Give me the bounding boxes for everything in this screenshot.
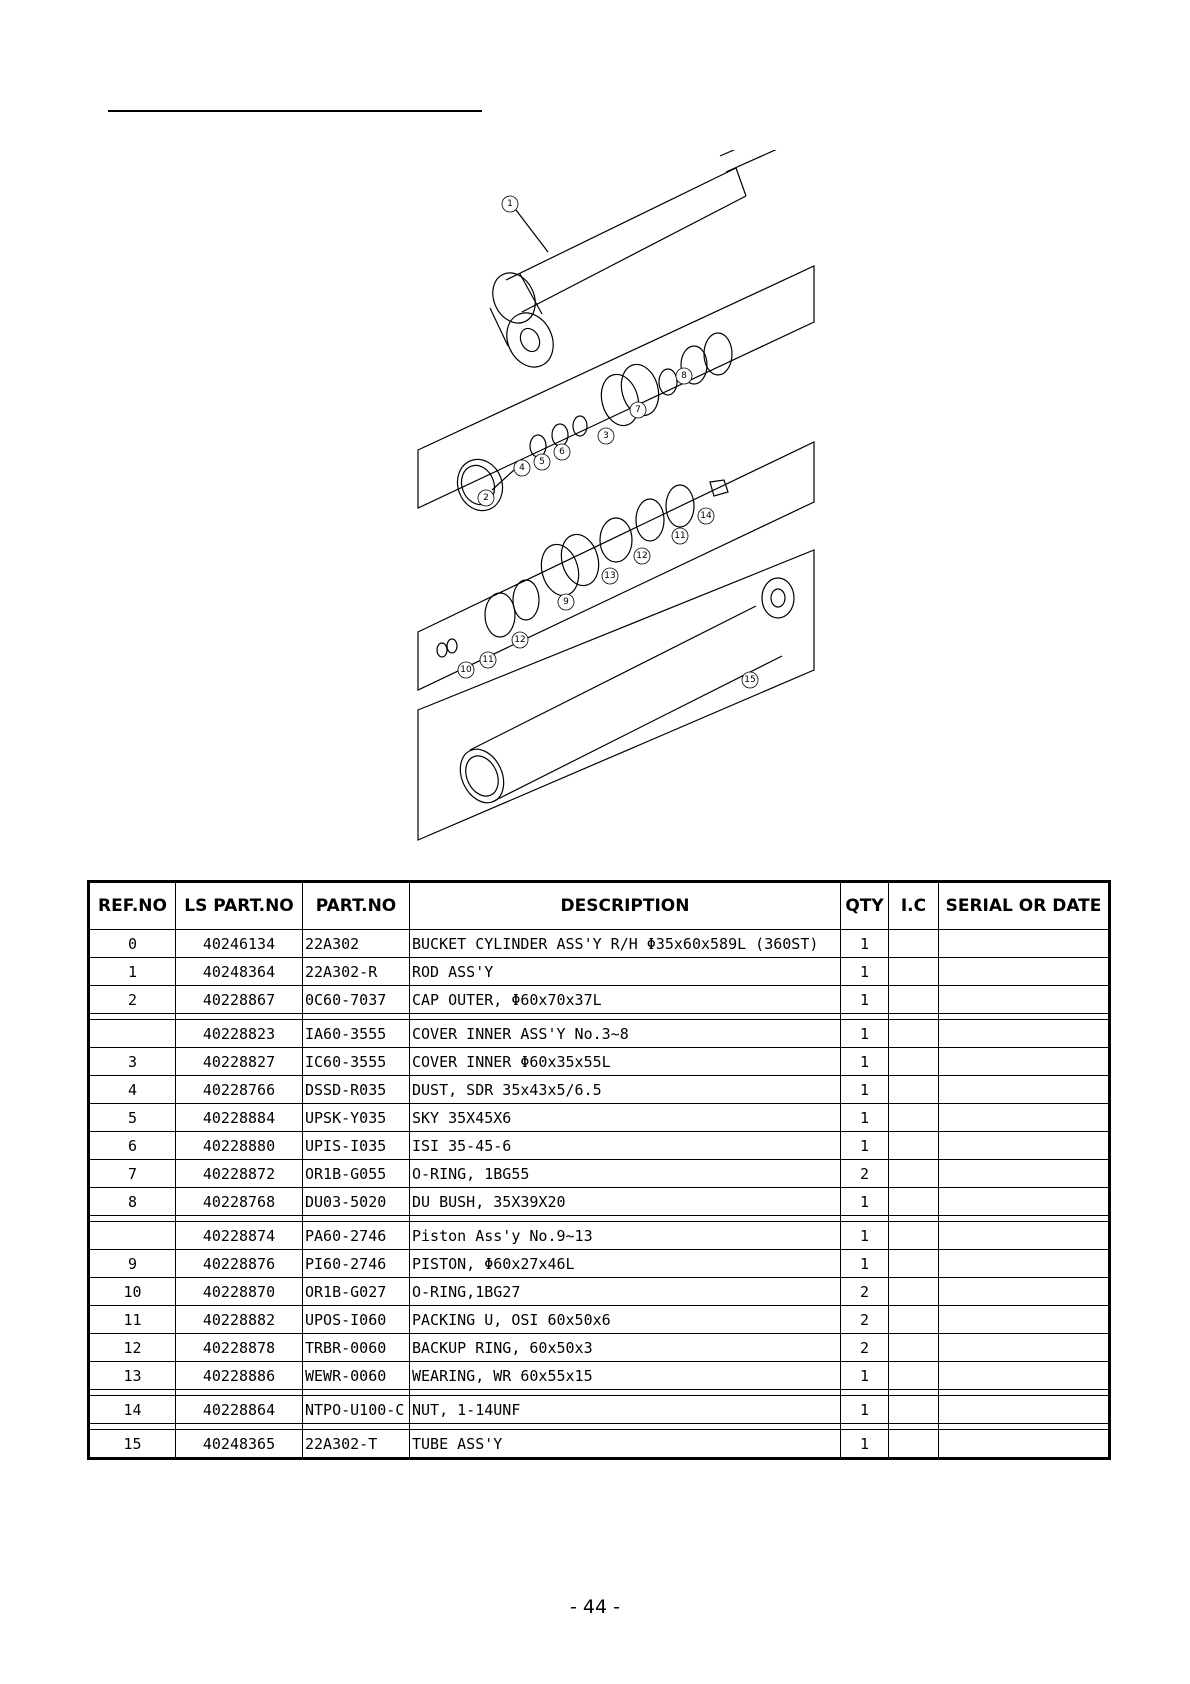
cell-ls-part: 40228886 xyxy=(176,1362,303,1390)
cell-desc: WEARING, WR 60x55x15 xyxy=(410,1362,841,1390)
cell-desc: BUCKET CYLINDER ASS'Y R/H Φ35x60x589L (360ST) xyxy=(410,930,841,958)
callout-label: 11 xyxy=(482,655,494,665)
cell-qty: 1 xyxy=(841,1222,889,1250)
cell-serial xyxy=(939,1076,1110,1104)
table-row xyxy=(89,1076,1110,1104)
table-row xyxy=(89,1020,1110,1048)
cell-ic xyxy=(889,930,939,958)
cell-desc: O-RING, 1BG55 xyxy=(410,1160,841,1188)
cell-ic xyxy=(889,986,939,1014)
cell-qty: 1 xyxy=(841,1076,889,1104)
cell-part: 0C60-7037 xyxy=(303,986,410,1014)
cell-ls-part: 40228880 xyxy=(176,1132,303,1160)
cell-qty: 1 xyxy=(841,986,889,1014)
cell-ic xyxy=(889,1160,939,1188)
header-description: DESCRIPTION xyxy=(410,882,841,930)
cell-ref xyxy=(89,1222,176,1250)
cell-serial xyxy=(939,986,1110,1014)
page-number: - 44 - xyxy=(570,1596,620,1618)
cell-desc: O-RING,1BG27 xyxy=(410,1278,841,1306)
cell-ref: 14 xyxy=(89,1396,176,1424)
table-row xyxy=(89,958,1110,986)
cell-qty: 1 xyxy=(841,1396,889,1424)
cell-ic xyxy=(889,1334,939,1362)
table-row xyxy=(89,1188,1110,1216)
cell-ls-part: 40228867 xyxy=(176,986,303,1014)
callout-label: 11 xyxy=(674,531,686,541)
header-ic: I.C xyxy=(889,882,939,930)
cell-ref: 3 xyxy=(89,1048,176,1076)
callout-label: 10 xyxy=(460,665,472,675)
callout-label: 5 xyxy=(539,457,545,467)
cell-desc: ISI 35-45-6 xyxy=(410,1132,841,1160)
cell-qty: 1 xyxy=(841,1048,889,1076)
cell-qty: 1 xyxy=(841,1188,889,1216)
cell-part: DU03-5020 xyxy=(303,1188,410,1216)
cell-ic xyxy=(889,1132,939,1160)
cell-ic xyxy=(889,1250,939,1278)
cell-serial xyxy=(939,1188,1110,1216)
cell-part: OR1B-G055 xyxy=(303,1160,410,1188)
cell-ref: 7 xyxy=(89,1160,176,1188)
callout-label: 12 xyxy=(636,551,648,561)
cell-ls-part: 40228882 xyxy=(176,1306,303,1334)
cell-ic xyxy=(889,1430,939,1459)
cell-ref: 4 xyxy=(89,1076,176,1104)
cell-ref: 6 xyxy=(89,1132,176,1160)
cell-serial xyxy=(939,1362,1110,1390)
cell-desc: Piston Ass'y No.9~13 xyxy=(410,1222,841,1250)
cell-qty: 2 xyxy=(841,1160,889,1188)
parts-list-table xyxy=(87,880,1111,1460)
cell-qty: 2 xyxy=(841,1334,889,1362)
cell-qty: 1 xyxy=(841,1362,889,1390)
tube-drawing xyxy=(452,578,794,810)
cell-part: 22A302-T xyxy=(303,1430,410,1459)
table-row xyxy=(89,1396,1110,1424)
cell-ic xyxy=(889,1396,939,1424)
callout-label: 1 xyxy=(507,199,513,209)
header-part-no: PART.NO xyxy=(303,882,410,930)
cell-serial xyxy=(939,1278,1110,1306)
cell-serial xyxy=(939,1306,1110,1334)
cell-desc: DU BUSH, 35X39X20 xyxy=(410,1188,841,1216)
callout-label: 3 xyxy=(603,431,609,441)
cell-desc: SKY 35X45X6 xyxy=(410,1104,841,1132)
cell-qty: 2 xyxy=(841,1278,889,1306)
cell-ref: 5 xyxy=(89,1104,176,1132)
cell-part: WEWR-0060 xyxy=(303,1362,410,1390)
cell-desc: ROD ASS'Y xyxy=(410,958,841,986)
cell-qty: 1 xyxy=(841,958,889,986)
cell-part: 22A302 xyxy=(303,930,410,958)
table-row xyxy=(89,1222,1110,1250)
cell-desc: PISTON, Φ60x27x46L xyxy=(410,1250,841,1278)
cell-part: DSSD-R035 xyxy=(303,1076,410,1104)
cell-serial xyxy=(939,1334,1110,1362)
table-row xyxy=(89,1430,1110,1459)
cell-ref: 12 xyxy=(89,1334,176,1362)
cell-ref: 1 xyxy=(89,958,176,986)
cell-qty: 1 xyxy=(841,1104,889,1132)
rod-assembly-drawing xyxy=(485,150,802,375)
cell-ic xyxy=(889,1306,939,1334)
cell-serial xyxy=(939,1132,1110,1160)
table-row xyxy=(89,1250,1110,1278)
cell-serial xyxy=(939,1104,1110,1132)
cell-ref: 2 xyxy=(89,986,176,1014)
cell-desc: DUST, SDR 35x43x5/6.5 xyxy=(410,1076,841,1104)
cell-ic xyxy=(889,1362,939,1390)
cell-ref: 8 xyxy=(89,1188,176,1216)
table-row xyxy=(89,1278,1110,1306)
callout-label: 12 xyxy=(514,635,526,645)
table-header-row xyxy=(89,882,1110,930)
cell-ls-part: 40228823 xyxy=(176,1020,303,1048)
cell-ic xyxy=(889,1020,939,1048)
cell-qty: 1 xyxy=(841,1430,889,1459)
cell-desc: CAP OUTER, Φ60x70x37L xyxy=(410,986,841,1014)
cell-part: TRBR-0060 xyxy=(303,1334,410,1362)
cell-ls-part: 40228766 xyxy=(176,1076,303,1104)
cell-qty: 2 xyxy=(841,1306,889,1334)
callout-group xyxy=(458,196,758,688)
cell-ls-part: 40228878 xyxy=(176,1334,303,1362)
cell-ls-part: 40228884 xyxy=(176,1104,303,1132)
cell-ic xyxy=(889,1048,939,1076)
cell-serial xyxy=(939,1020,1110,1048)
cell-ref: 13 xyxy=(89,1362,176,1390)
cell-ic xyxy=(889,958,939,986)
cell-qty: 1 xyxy=(841,1132,889,1160)
cell-ls-part: 40228827 xyxy=(176,1048,303,1076)
cell-ref: 0 xyxy=(89,930,176,958)
cell-serial xyxy=(939,1222,1110,1250)
table-row xyxy=(89,1132,1110,1160)
cell-ls-part: 40248365 xyxy=(176,1430,303,1459)
callout-label: 4 xyxy=(519,463,525,473)
piston-group-drawing xyxy=(437,480,728,657)
cell-desc: NUT, 1-14UNF xyxy=(410,1396,841,1424)
cell-ref: 11 xyxy=(89,1306,176,1334)
table-row xyxy=(89,1306,1110,1334)
callout-label: 14 xyxy=(700,511,712,521)
cell-part: NTPO-U100-C xyxy=(303,1396,410,1424)
cell-ref: 15 xyxy=(89,1430,176,1459)
callout-label: 9 xyxy=(563,597,569,607)
callout-label: 7 xyxy=(635,405,641,415)
cell-part: OR1B-G027 xyxy=(303,1278,410,1306)
table-row xyxy=(89,930,1110,958)
callout-label: 15 xyxy=(744,675,756,685)
table-row xyxy=(89,1104,1110,1132)
cell-part: UPSK-Y035 xyxy=(303,1104,410,1132)
cell-serial xyxy=(939,1396,1110,1424)
callout-label: 2 xyxy=(483,493,489,503)
header-ref-no: REF.NO xyxy=(89,882,176,930)
cell-ic xyxy=(889,1104,939,1132)
cell-serial xyxy=(939,1160,1110,1188)
cell-desc: TUBE ASS'Y xyxy=(410,1430,841,1459)
cell-ic xyxy=(889,1222,939,1250)
cell-part: PI60-2746 xyxy=(303,1250,410,1278)
cell-ic xyxy=(889,1076,939,1104)
cell-part: UPOS-I060 xyxy=(303,1306,410,1334)
cell-desc: COVER INNER Φ60x35x55L xyxy=(410,1048,841,1076)
cell-serial xyxy=(939,1250,1110,1278)
cell-qty: 1 xyxy=(841,930,889,958)
callout-label: 13 xyxy=(604,571,616,581)
cell-ls-part: 40228874 xyxy=(176,1222,303,1250)
table-row xyxy=(89,1362,1110,1390)
table-row xyxy=(89,1334,1110,1362)
cell-part: UPIS-I035 xyxy=(303,1132,410,1160)
cell-serial xyxy=(939,930,1110,958)
cell-ls-part: 40248364 xyxy=(176,958,303,986)
cell-ls-part: 40228876 xyxy=(176,1250,303,1278)
cell-ic xyxy=(889,1188,939,1216)
header-rule xyxy=(108,110,482,112)
cell-ls-part: 40228872 xyxy=(176,1160,303,1188)
callout-label: 6 xyxy=(559,447,565,457)
table-row xyxy=(89,986,1110,1014)
cell-ls-part: 40228768 xyxy=(176,1188,303,1216)
cell-ls-part: 40246134 xyxy=(176,930,303,958)
table-row xyxy=(89,1160,1110,1188)
cell-ref: 9 xyxy=(89,1250,176,1278)
cell-ic xyxy=(889,1278,939,1306)
table-row xyxy=(89,1048,1110,1076)
cell-part: IC60-3555 xyxy=(303,1048,410,1076)
header-qty: QTY xyxy=(841,882,889,930)
header-ls-part-no: LS PART.NO xyxy=(176,882,303,930)
cell-qty: 1 xyxy=(841,1250,889,1278)
cell-part: 22A302-R xyxy=(303,958,410,986)
cell-serial xyxy=(939,1048,1110,1076)
cell-ref xyxy=(89,1020,176,1048)
cell-serial xyxy=(939,958,1110,986)
cell-serial xyxy=(939,1430,1110,1459)
cell-ref: 10 xyxy=(89,1278,176,1306)
cell-desc: PACKING U, OSI 60x50x6 xyxy=(410,1306,841,1334)
header-serial-or-date: SERIAL OR DATE xyxy=(939,882,1110,930)
cell-part: PA60-2746 xyxy=(303,1222,410,1250)
callout-label: 8 xyxy=(681,371,687,381)
exploded-parts-diagram xyxy=(410,150,830,880)
cell-ls-part: 40228870 xyxy=(176,1278,303,1306)
cell-part: IA60-3555 xyxy=(303,1020,410,1048)
cell-desc: COVER INNER ASS'Y No.3~8 xyxy=(410,1020,841,1048)
cell-ls-part: 40228864 xyxy=(176,1396,303,1424)
cell-desc: BACKUP RING, 60x50x3 xyxy=(410,1334,841,1362)
cell-qty: 1 xyxy=(841,1020,889,1048)
